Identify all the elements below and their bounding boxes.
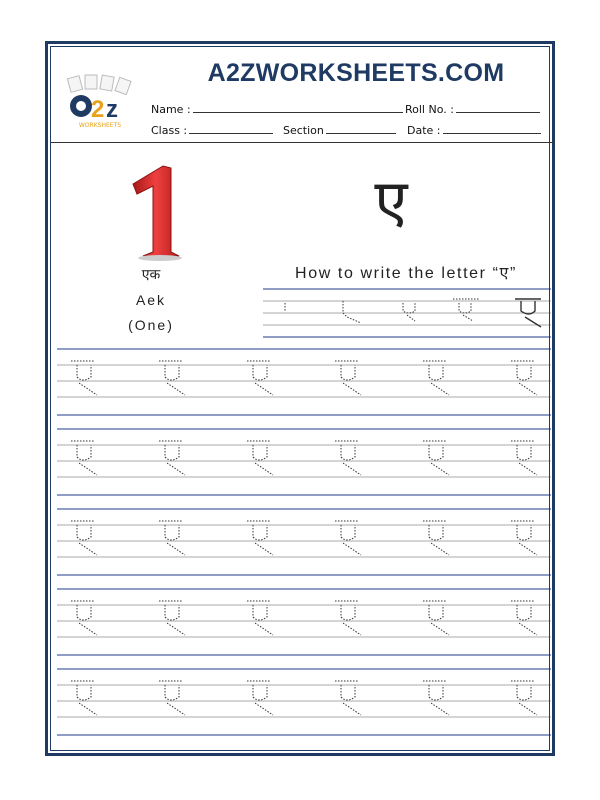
trace-letter <box>335 441 361 475</box>
class-blank[interactable] <box>189 124 273 134</box>
trace-letter <box>335 601 361 635</box>
practice-row[interactable] <box>57 349 551 415</box>
trace-letter <box>335 521 361 555</box>
trace-letter <box>159 521 185 555</box>
a2z-logo <box>61 73 139 129</box>
stroke-order-guide <box>263 287 551 343</box>
trace-letter <box>247 521 273 555</box>
practice-row[interactable] <box>57 509 551 575</box>
svg-text:2: 2 <box>91 96 105 123</box>
class-label: Class : <box>151 124 188 137</box>
practice-row[interactable] <box>57 669 551 735</box>
svg-text:WORKSHEETS: WORKSHEETS <box>78 122 122 129</box>
trace-letter <box>423 601 449 635</box>
instruction-text: How to write the letter “ए” <box>295 265 517 282</box>
trace-letter <box>423 361 449 395</box>
name-blank[interactable] <box>193 103 403 113</box>
trace-letter <box>71 441 97 475</box>
trace-letter <box>423 681 449 715</box>
trace-letter <box>423 521 449 555</box>
trace-letter <box>335 681 361 715</box>
trace-letter <box>511 521 537 555</box>
practice-row[interactable] <box>57 429 551 495</box>
featured-letter: ए <box>374 167 408 237</box>
practice-grid <box>57 347 551 747</box>
roll-blank[interactable] <box>456 103 540 113</box>
trace-letter <box>159 361 185 395</box>
roll-field[interactable] <box>405 103 540 116</box>
trace-letter <box>159 441 185 475</box>
svg-text:z: z <box>106 96 118 123</box>
section-field[interactable] <box>283 124 396 137</box>
trace-letter <box>247 681 273 715</box>
trace-letter <box>335 361 361 395</box>
trace-letter <box>71 521 97 555</box>
trace-letter <box>511 361 537 395</box>
trace-letter <box>71 601 97 635</box>
date-field[interactable] <box>407 124 541 137</box>
date-label: Date : <box>407 124 441 137</box>
name-label: Name : <box>151 103 191 116</box>
trace-letter <box>159 681 185 715</box>
site-title: A2ZWORKSHEETS.COM <box>207 59 505 87</box>
trace-letter <box>71 681 97 715</box>
svg-text:1: 1 <box>154 222 156 223</box>
trace-letter <box>247 441 273 475</box>
number-word-hindi: एक <box>141 267 161 283</box>
trace-letter <box>247 361 273 395</box>
section-label: Section <box>283 124 324 137</box>
number-word-english: (One) <box>128 317 174 333</box>
number-one-graphic <box>123 162 188 262</box>
section-blank[interactable] <box>326 124 396 134</box>
class-field[interactable] <box>151 124 273 137</box>
worksheet-inner-border <box>50 46 550 751</box>
trace-letter <box>247 601 273 635</box>
roll-label: Roll No. : <box>405 103 454 116</box>
worksheet-frame <box>45 41 555 756</box>
trace-letter <box>511 601 537 635</box>
number-word-transliteration: Aek <box>135 292 167 308</box>
practice-row[interactable] <box>57 589 551 655</box>
trace-letter <box>71 361 97 395</box>
header-divider <box>51 142 555 143</box>
trace-letter <box>159 601 185 635</box>
trace-letter <box>511 681 537 715</box>
trace-letter <box>423 441 449 475</box>
date-blank[interactable] <box>443 124 541 134</box>
name-field[interactable] <box>151 103 403 116</box>
trace-letter <box>511 441 537 475</box>
